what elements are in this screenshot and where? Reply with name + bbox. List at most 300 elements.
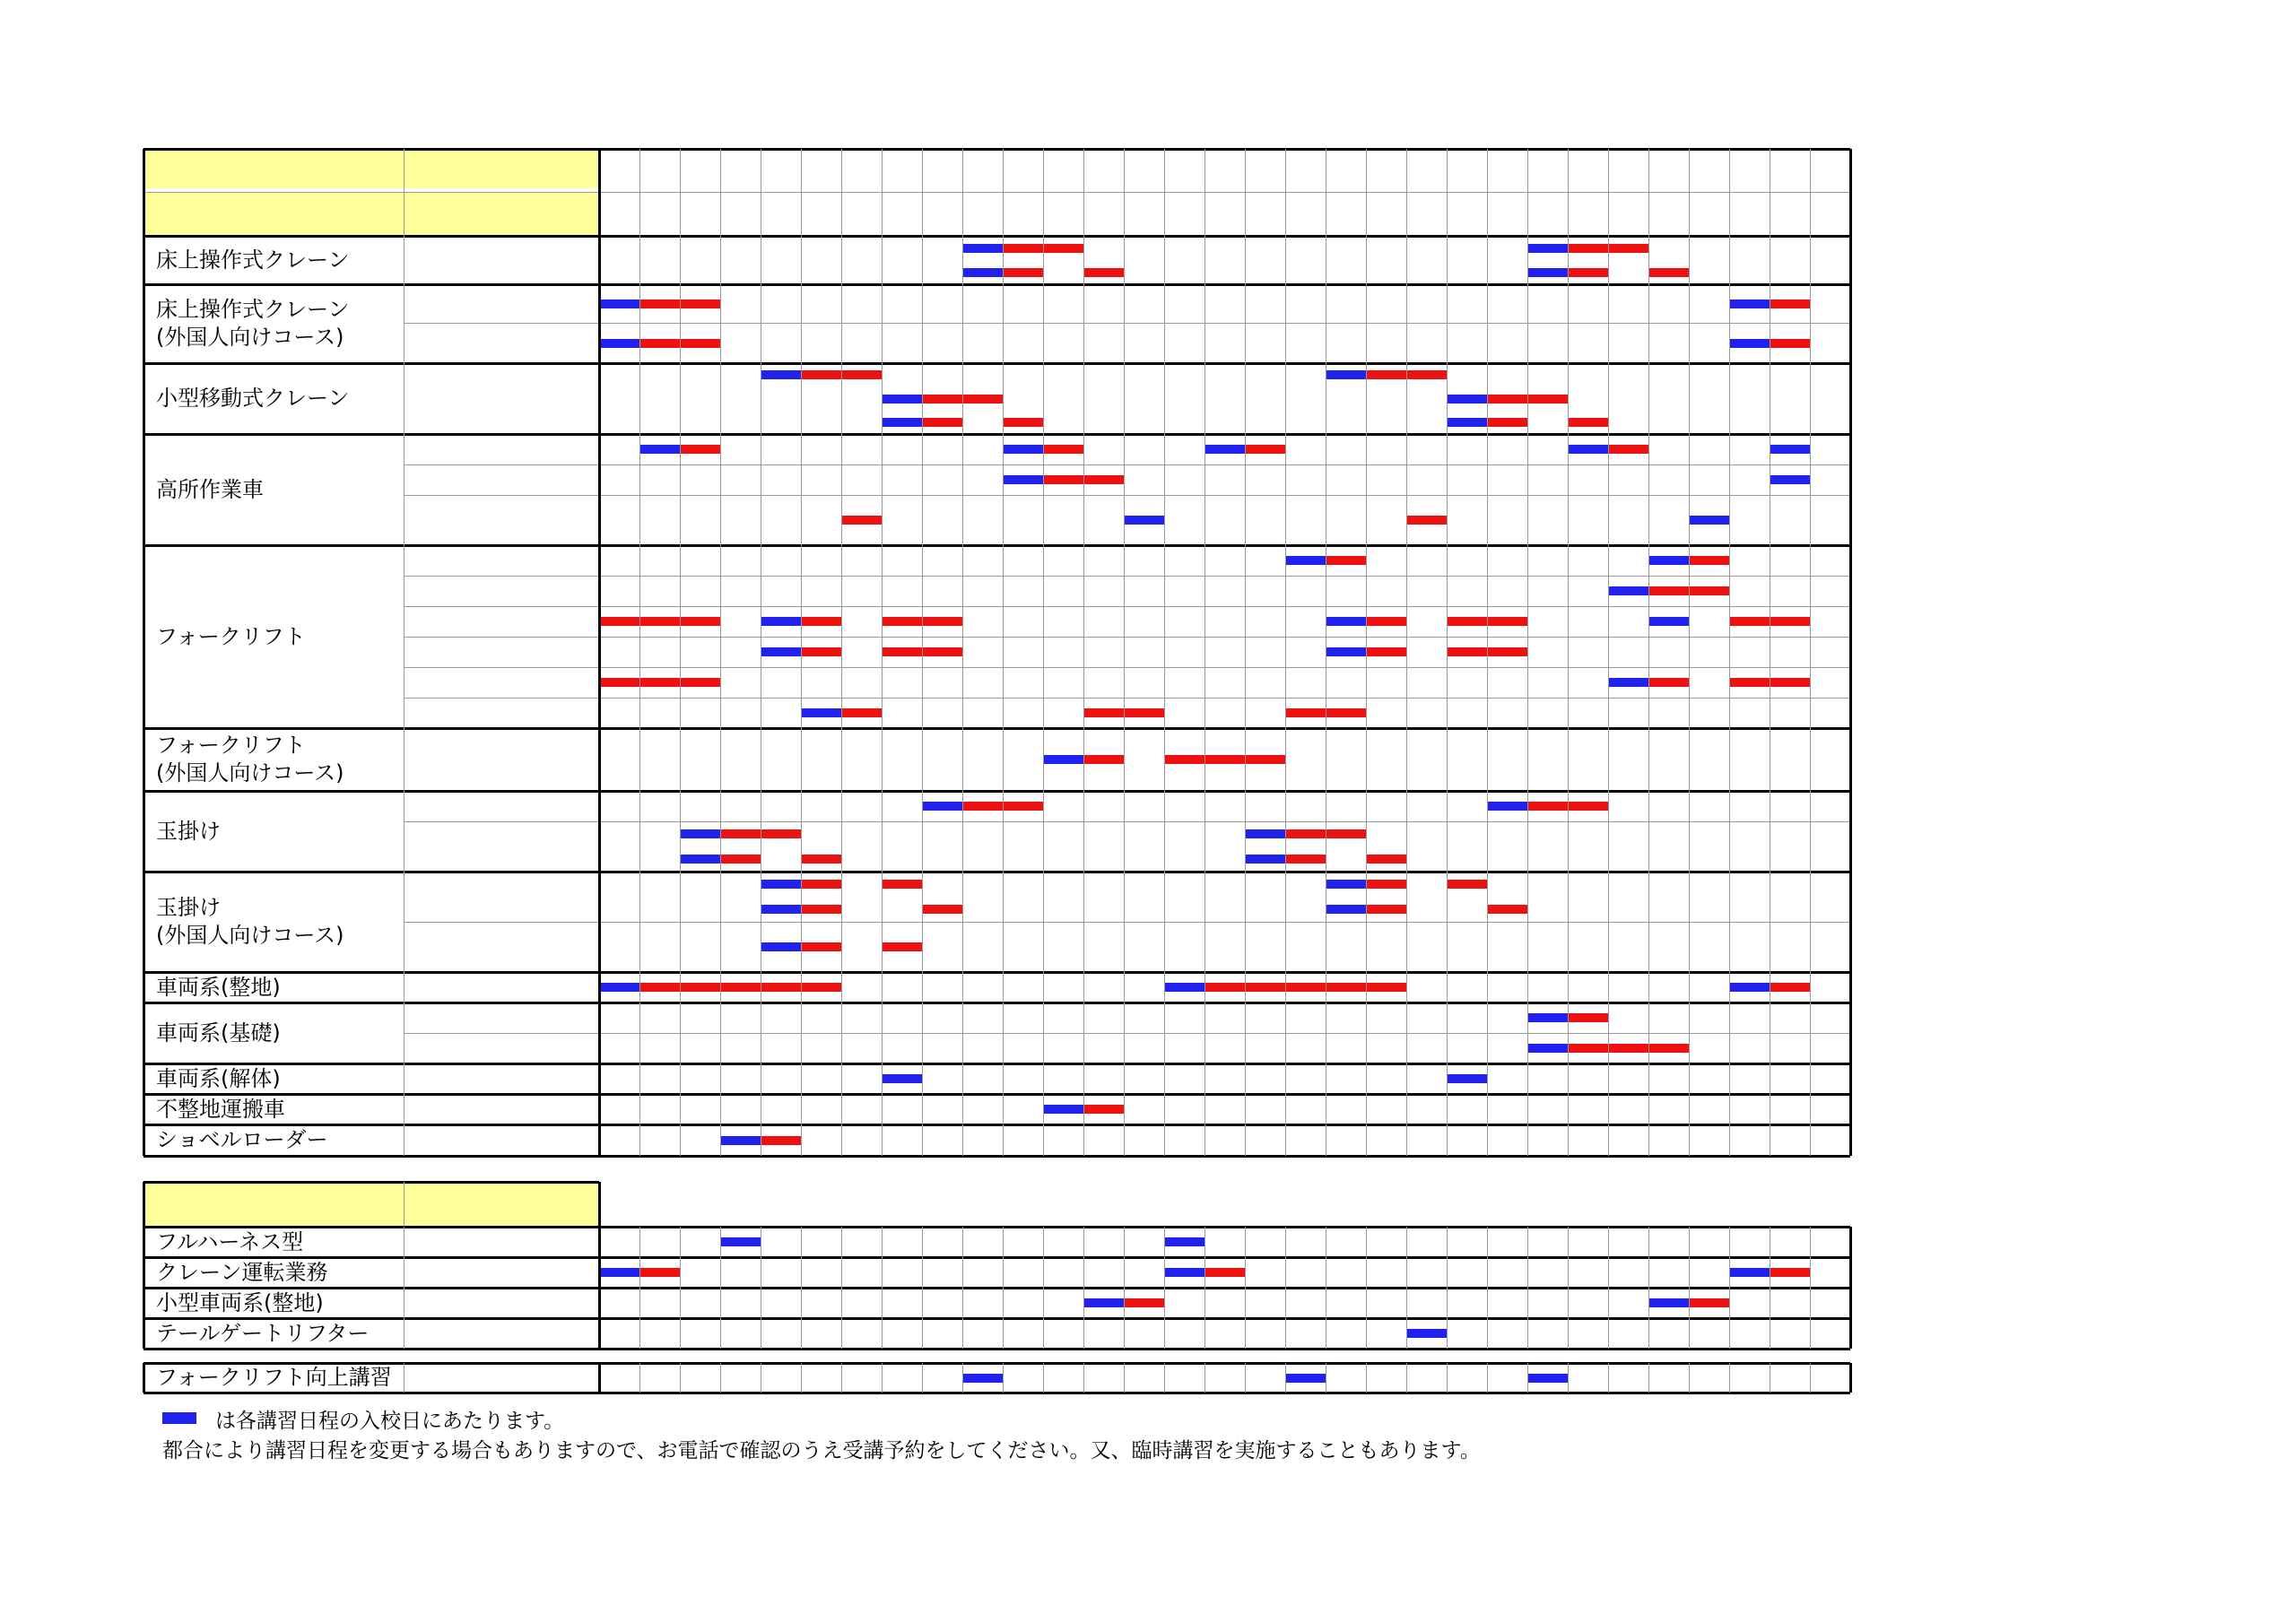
course-day-bar (882, 942, 922, 951)
course-day-bar (599, 617, 720, 626)
subject-label (144, 1288, 404, 1318)
subject-name: 小型車両系(整地) (156, 1289, 324, 1315)
day-column-line (1447, 1363, 1448, 1393)
course-day-bar (801, 942, 841, 951)
course-day-bar (1568, 1044, 1689, 1053)
subject-label (144, 363, 404, 434)
course-label (404, 363, 599, 434)
entry-day-bar (1245, 829, 1285, 838)
entry-day-bar (1770, 475, 1810, 484)
course-day-bar (1648, 268, 1689, 277)
course-label (404, 576, 599, 606)
day-column-line (882, 149, 883, 1156)
entry-day-bar (1527, 1374, 1568, 1383)
subject-name: フォークリフト (156, 623, 306, 649)
weekday-label (1487, 192, 1527, 236)
course-day-bar (882, 880, 922, 889)
weekday-label (1205, 192, 1245, 236)
course-day-bar (1447, 880, 1487, 889)
course-day-bar (801, 855, 841, 864)
course-label (404, 1318, 599, 1349)
entry-day-bar (1406, 1329, 1447, 1338)
course-day-bar (1568, 1013, 1608, 1022)
entry-day-bar (1527, 244, 1568, 253)
day-column-line (1608, 1227, 1609, 1349)
day-number (1205, 149, 1245, 192)
entry-day-bar (1729, 1268, 1770, 1277)
subject-name: 玉掛け (156, 895, 221, 920)
weekday-label (1447, 192, 1487, 236)
course-day-bar (841, 708, 882, 717)
course-day-bar (1366, 880, 1406, 889)
day-column-line (1003, 1227, 1004, 1349)
day-column-line (1648, 1363, 1649, 1393)
course-label (404, 1002, 599, 1033)
row-divider (404, 667, 1850, 668)
entry-day-bar (599, 299, 639, 308)
entry-day-bar (680, 855, 720, 864)
subject-name: 床上操作式クレーン (156, 297, 350, 322)
course-day-bar (1568, 268, 1608, 277)
entry-day-bar (599, 339, 639, 348)
day-column-line (1366, 1363, 1367, 1393)
day-column-line (882, 1227, 883, 1349)
day-number (1487, 149, 1527, 192)
course-day-bar (922, 905, 962, 914)
day-column-line (1083, 149, 1084, 1156)
entry-day-bar (1043, 1105, 1083, 1114)
weekday-label (680, 192, 720, 236)
entry-day-bar (761, 942, 801, 951)
day-column-line (1527, 1227, 1528, 1349)
day-column-line (720, 1363, 721, 1393)
day-number (801, 149, 841, 192)
day-number (882, 149, 922, 192)
entry-day-bar (761, 880, 801, 889)
subject-name: フォークリフト向上講習 (156, 1365, 392, 1390)
entry-day-bar (801, 708, 841, 717)
entry-day-bar (1003, 445, 1043, 454)
day-column-line (1568, 1227, 1569, 1349)
weekday-label (1326, 192, 1366, 236)
course-day-bar (1568, 418, 1608, 427)
course-label (404, 323, 599, 363)
course-day-bar (1689, 556, 1729, 565)
course-label (404, 872, 599, 922)
course-label (404, 922, 599, 972)
day-column-line (1043, 149, 1044, 1156)
header-mid-line (144, 192, 1850, 193)
day-column-line (922, 1363, 923, 1393)
day-column-line (841, 149, 842, 1156)
weekday-label (1164, 192, 1205, 236)
entry-day-bar (1447, 395, 1487, 404)
day-column-line (1729, 1227, 1730, 1349)
subject-label (144, 1124, 404, 1156)
course-day-bar (639, 983, 841, 992)
weekday-label (962, 192, 1003, 236)
day-column-line (1406, 149, 1407, 1156)
course-day-bar (1366, 855, 1406, 864)
day-column-line (1810, 1227, 1811, 1349)
day-number (761, 149, 801, 192)
course-day-bar (1770, 299, 1810, 308)
day-column-line (1245, 149, 1246, 1156)
day-column-line (1406, 1363, 1407, 1393)
course-label (404, 284, 599, 323)
course-label (404, 637, 599, 667)
day-column-line (1648, 1227, 1649, 1349)
entry-day-bar (1285, 1374, 1326, 1383)
weekday-label (841, 192, 882, 236)
day-number (720, 149, 761, 192)
day-number (599, 149, 639, 192)
entry-day-bar (720, 1136, 761, 1145)
day-column-line (922, 149, 923, 1156)
day-column-line (1810, 1363, 1811, 1393)
day-column-line (1487, 149, 1488, 1156)
course-label (404, 1257, 599, 1288)
course-label (404, 972, 599, 1002)
weekday-label (1043, 192, 1083, 236)
subject-label (144, 545, 404, 728)
weekday-label (1648, 192, 1689, 236)
row-divider (404, 495, 1850, 496)
day-column-line (1003, 1363, 1004, 1393)
day-column-line (922, 1227, 923, 1349)
course-day-bar (639, 1268, 680, 1277)
course-label (404, 1124, 599, 1156)
day-column-line (882, 1363, 883, 1393)
entry-day-bar (1326, 617, 1366, 626)
course-label (404, 545, 599, 576)
entry-day-bar (599, 1268, 639, 1277)
entry-day-bar (1003, 475, 1043, 484)
entry-day-bar (761, 617, 801, 626)
entry-day-bar (1326, 647, 1366, 656)
row-divider (404, 464, 1850, 465)
course-day-bar (1326, 556, 1366, 565)
course-day-bar (801, 880, 841, 889)
entry-day-bar (1447, 418, 1487, 427)
day-number (1083, 149, 1124, 192)
entry-day-bar (1729, 299, 1770, 308)
entry-day-bar (1608, 678, 1648, 687)
day-column-line (1124, 1227, 1125, 1349)
day-column-line (801, 1363, 802, 1393)
row-divider (404, 821, 1850, 822)
course-label (404, 236, 599, 284)
day-column-line (639, 149, 640, 1156)
course-day-bar (1164, 755, 1285, 764)
entry-day-bar (1043, 755, 1083, 764)
course-days-divider (598, 149, 601, 1156)
header-top-border (144, 148, 1850, 151)
course-label (404, 1363, 599, 1393)
entry-day-bar (720, 1237, 761, 1246)
course-days-divider (598, 1227, 601, 1349)
subject-label (144, 728, 404, 791)
row-divider (404, 606, 1850, 607)
course-day-bar (761, 1136, 801, 1145)
entry-day-bar (1527, 1013, 1568, 1022)
course-day-bar (1003, 418, 1043, 427)
day-column-line (1729, 1363, 1730, 1393)
day-number (1164, 149, 1205, 192)
course-day-bar (1366, 905, 1406, 914)
course-day-bar (1003, 268, 1043, 277)
weekday-label (1729, 192, 1770, 236)
subject-qualifier: (外国人向けコース) (156, 325, 344, 350)
weekday-label (801, 192, 841, 236)
entry-day-bar (1245, 855, 1285, 864)
entry-day-bar (1164, 1237, 1205, 1246)
course-day-bar (1770, 983, 1810, 992)
day-column-line (1487, 1227, 1488, 1349)
weekday-label (1770, 192, 1810, 236)
day-number (1527, 149, 1568, 192)
entry-day-bar (1164, 1268, 1205, 1277)
day-number (841, 149, 882, 192)
course-day-bar (1285, 855, 1326, 864)
subject-name: 小型移動式クレーン (156, 386, 350, 411)
day-column-line (1568, 1363, 1569, 1393)
day-number (1366, 149, 1406, 192)
subject-label (144, 1063, 404, 1094)
group-divider (144, 1348, 1850, 1350)
course-column-header (404, 192, 599, 236)
course-label (404, 1094, 599, 1124)
day-column-line (1083, 1227, 1084, 1349)
course-label (404, 606, 599, 637)
day-column-line (680, 1227, 681, 1349)
day-column-line (1164, 1227, 1165, 1349)
course-label (404, 495, 599, 545)
day-column-line (1689, 1227, 1690, 1349)
weekday-label (922, 192, 962, 236)
entry-day-bar (761, 370, 801, 379)
weekday-label (1527, 192, 1568, 236)
row-divider (404, 576, 1850, 577)
day-number (922, 149, 962, 192)
course-day-bar (1770, 1268, 1810, 1277)
day-number (1729, 149, 1770, 192)
special-course-header (404, 1182, 599, 1227)
day-column-line (1648, 149, 1649, 1156)
day-column-line (1043, 1227, 1044, 1349)
day-column-line (1083, 1363, 1084, 1393)
subject-name: 車両系(基礎) (156, 1020, 281, 1046)
schedule-change-note: 都合により講習日程を変更する場合もありますので、お電話で確認のうえ受講予約をしてください。又、臨時講習を実施することもあります。 (162, 1439, 1481, 1462)
weekday-label (1689, 192, 1729, 236)
day-column-line (639, 1227, 640, 1349)
course-day-bar (720, 855, 761, 864)
day-column-line (1568, 149, 1569, 1156)
entry-day-bar (599, 983, 639, 992)
entry-day-bar (1770, 445, 1810, 454)
day-column-line (1447, 1227, 1448, 1349)
day-number (1285, 149, 1326, 192)
day-column-line (962, 149, 963, 1156)
day-column-line (1608, 149, 1609, 1156)
day-number (1770, 149, 1810, 192)
day-column-line (1285, 1227, 1286, 1349)
entry-day-bar (1648, 617, 1689, 626)
outer-right-border (1849, 1227, 1852, 1349)
day-column-line (1164, 1363, 1165, 1393)
special-header-left (143, 1182, 145, 1227)
day-number (639, 149, 680, 192)
day-column-line (1285, 1363, 1286, 1393)
course-day-bar (1770, 339, 1810, 348)
subject-label (144, 1094, 404, 1124)
course-day-bar (1648, 678, 1689, 687)
subject-name: 不整地運搬車 (156, 1096, 285, 1122)
row-divider (404, 698, 1850, 699)
day-number (1043, 149, 1083, 192)
legend-entry-day-swatch (162, 1412, 196, 1424)
outer-right-border (1849, 1363, 1852, 1393)
course-day-bar (841, 516, 882, 525)
course-day-bar (1487, 905, 1527, 914)
course-days-divider (598, 1363, 601, 1393)
entry-day-bar (1285, 556, 1326, 565)
entry-day-bar (1568, 445, 1608, 454)
entry-day-bar (1124, 516, 1164, 525)
course-day-bar (599, 678, 720, 687)
day-column-line (1366, 1227, 1367, 1349)
legend-entry-day-note: は各講習日程の入校日にあたります。 (215, 1410, 565, 1433)
course-day-bar (1083, 755, 1124, 764)
day-column-line (1487, 1363, 1488, 1393)
course-day-bar (1083, 268, 1124, 277)
weekday-label (1083, 192, 1124, 236)
subject-name: ショベルローダー (156, 1127, 328, 1152)
entry-day-bar (1527, 268, 1568, 277)
course-label (404, 1063, 599, 1094)
entry-day-bar (1447, 1074, 1487, 1083)
day-column-line (720, 1227, 721, 1349)
weekday-label (1406, 192, 1447, 236)
course-label (404, 698, 599, 728)
course-label (404, 1033, 599, 1063)
day-column-line (1527, 149, 1528, 1156)
entry-day-bar (1648, 1298, 1689, 1307)
weekday-label (1568, 192, 1608, 236)
course-label (404, 1288, 599, 1318)
row-divider (404, 922, 1850, 923)
subject-label (144, 872, 404, 972)
subject-label (144, 434, 404, 545)
subject-label (144, 236, 404, 284)
subject-name: テールゲートリフター (156, 1320, 370, 1346)
course-day-bar (801, 905, 841, 914)
day-column-line (1447, 149, 1448, 1156)
day-column-line (962, 1363, 963, 1393)
subject-label (144, 1318, 404, 1349)
improvement-bottom-border (144, 1392, 1850, 1394)
subject-name: フルハーネス型 (156, 1228, 304, 1254)
day-column-line (680, 149, 681, 1156)
day-number (1003, 149, 1043, 192)
entry-day-bar (1648, 556, 1689, 565)
course-day-bar (1366, 647, 1406, 656)
subject-name: クレーン運転業務 (156, 1259, 328, 1285)
row-divider (404, 637, 1850, 638)
day-column-line (639, 1363, 640, 1393)
subject-qualifier: (外国人向けコース) (156, 923, 344, 948)
entry-day-bar (1326, 370, 1366, 379)
special-header-top (144, 1181, 599, 1184)
entry-day-bar (680, 829, 720, 838)
row-divider (404, 323, 1850, 324)
subject-qualifier: (外国人向けコース) (156, 760, 344, 785)
subject-name: 床上操作式クレーン (156, 247, 350, 273)
weekday-label (1366, 192, 1406, 236)
course-label (404, 791, 599, 821)
month-title (144, 149, 599, 188)
subject-label (144, 791, 404, 872)
day-number (1326, 149, 1366, 192)
day-column-line (1689, 1363, 1690, 1393)
weekday-label (882, 192, 922, 236)
day-column-line (1608, 1363, 1609, 1393)
course-day-bar (1245, 445, 1285, 454)
day-column-line (962, 1227, 963, 1349)
entry-day-bar (882, 1074, 922, 1083)
course-label (404, 821, 599, 872)
entry-day-bar (1487, 802, 1527, 811)
course-day-bar (1205, 983, 1406, 992)
entry-day-bar (962, 1374, 1003, 1383)
entry-day-bar (1326, 905, 1366, 914)
day-column-line (1810, 149, 1811, 1156)
subject-label (144, 1227, 404, 1257)
course-day-bar (1487, 418, 1527, 427)
course-label (404, 464, 599, 495)
day-number (1689, 149, 1729, 192)
course-day-bar (1043, 445, 1083, 454)
course-day-bar (1124, 1298, 1164, 1307)
day-column-line (720, 149, 721, 1156)
entry-day-bar (922, 802, 962, 811)
day-number (1648, 149, 1689, 192)
course-day-bar (1205, 1268, 1245, 1277)
entry-day-bar (1608, 586, 1648, 595)
course-day-bar (801, 617, 841, 626)
course-day-bar (1689, 1298, 1729, 1307)
subject-name: 車両系(解体) (156, 1065, 281, 1091)
entry-day-bar (1729, 339, 1770, 348)
outer-left-border (143, 1227, 145, 1349)
entry-day-bar (882, 418, 922, 427)
weekday-label (1003, 192, 1043, 236)
subject-name: フォークリフト (156, 733, 306, 758)
day-number (1124, 149, 1164, 192)
outer-right-border (1849, 149, 1852, 1156)
entry-day-bar (1729, 983, 1770, 992)
day-number (1447, 149, 1487, 192)
course-label (404, 667, 599, 698)
subject-label (144, 284, 404, 363)
day-column-line (1729, 149, 1730, 1156)
day-column-line (1527, 1363, 1528, 1393)
subject-name: 玉掛け (156, 818, 221, 844)
weekday-label (639, 192, 680, 236)
special-education-header (144, 1182, 404, 1227)
entry-day-bar (1083, 1298, 1124, 1307)
course-day-bar (680, 445, 720, 454)
